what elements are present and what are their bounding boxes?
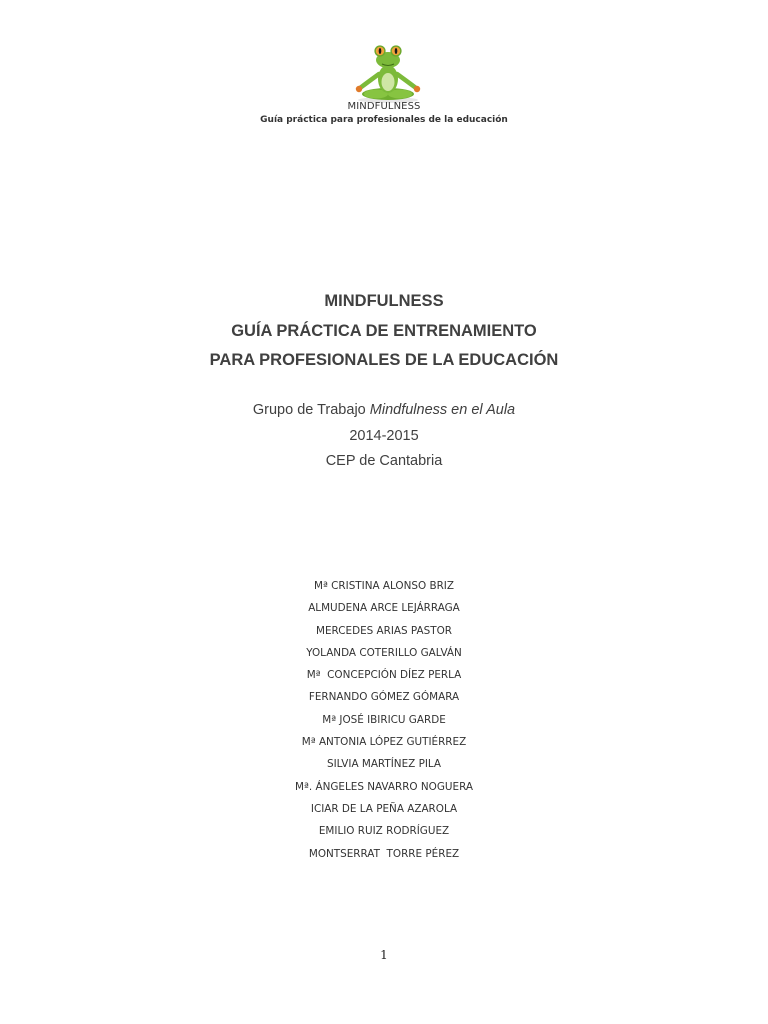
- group-years: 2014-2015: [349, 427, 419, 444]
- title-line-1: MINDFULNESS: [324, 292, 444, 310]
- author-name: MERCEDES ARIAS PASTOR: [316, 624, 452, 637]
- page-number: 1: [380, 948, 388, 962]
- author-name: Mª. ÁNGELES NAVARRO NOGUERA: [295, 780, 473, 793]
- header-brand: MINDFULNESS: [347, 101, 421, 112]
- group-name: Mindfulness en el Aula: [369, 402, 516, 418]
- author-name: ICIAR DE LA PEÑA AZAROLA: [310, 802, 458, 815]
- group-center: CEP de Cantabria: [325, 453, 443, 469]
- title-line-3: PARA PROFESIONALES DE LA EDUCACIÓN: [209, 351, 559, 369]
- author-name: YOLANDA COTERILLO GALVÁN: [306, 646, 462, 659]
- author-name: SILVIA MARTÍNEZ PILA: [326, 758, 442, 771]
- author-list: [0, 575, 768, 865]
- document-title: [0, 287, 768, 376]
- title-line-2: GUÍA PRÁCTICA DE ENTRENAMIENTO: [231, 321, 537, 340]
- author-name: Mª JOSÉ IBIRICU GARDE: [322, 713, 446, 726]
- author-name: MONTSERRAT TORRE PÉREZ: [308, 847, 460, 860]
- group-info: [0, 398, 768, 475]
- header-subtitle: Guía práctica para profesionales de la educación: [260, 115, 508, 125]
- author-name: EMILIO RUIZ RODRÍGUEZ: [318, 825, 450, 838]
- author-name: FERNANDO GÓMEZ GÓMARA: [308, 691, 460, 704]
- meditating-frog-logo: [346, 38, 430, 104]
- group-prefix: Grupo de Trabajo: [252, 402, 366, 418]
- group-line: [0, 398, 768, 424]
- author-name: ALMUDENA ARCE LEJÁRRAGA: [308, 602, 460, 615]
- author-name: Mª CRISTINA ALONSO BRIZ: [314, 580, 454, 592]
- author-name: Mª CONCEPCIÓN DÍEZ PERLA: [306, 669, 462, 682]
- author-name: Mª ANTONIA LÓPEZ GUTIÉRREZ: [301, 736, 467, 749]
